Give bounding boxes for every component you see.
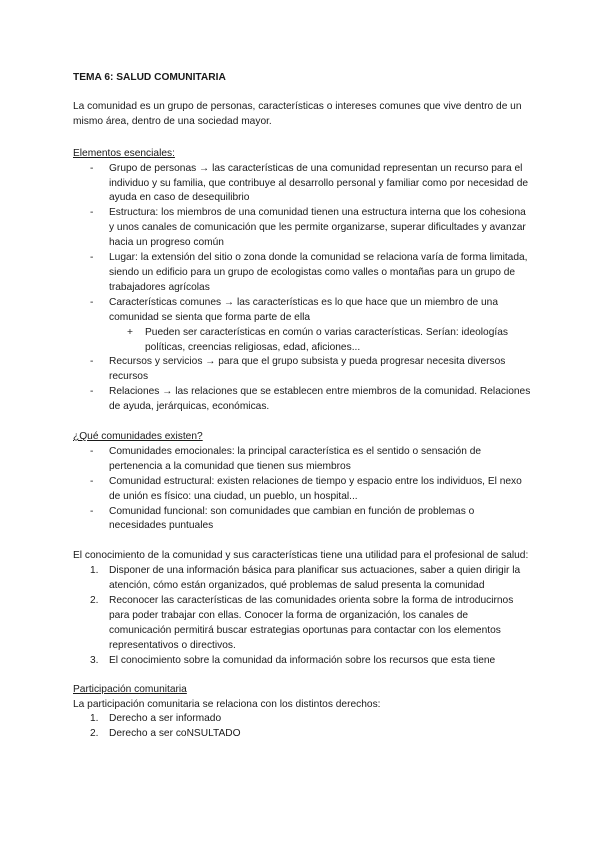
elementos-list: [73, 162, 533, 415]
intro-paragraph: La comunidad es un grupo de personas, características o intereses comunes que vive dentro de un mismo área, dentro de una sociedad mayor.: [73, 100, 522, 127]
item-text: Derecho a ser informado: [109, 713, 222, 725]
spacer: [73, 534, 533, 549]
sub-list-item: + Pueden ser características en común o varias características. Serían: ideologías políticas, creencias religiosas, edad, aficiones...: [109, 326, 533, 356]
list-item: - Recursos y servicios → para que el grupo subsista y pueda progresar necesita diversos recursos: [73, 355, 533, 385]
item-number: 2.: [90, 728, 99, 740]
sub-list: [109, 326, 533, 356]
list-item: - Comunidades emocionales: la principal característica es el sentido o sensación de pertenencia a la comunidad que tienen sus miembros: [73, 445, 533, 475]
conocimiento-intro: El conocimiento de la comunidad y sus características tiene una utilidad para el profesional de salud:: [73, 550, 529, 562]
section-heading-comunidades: ¿Qué comunidades existen?: [73, 431, 203, 443]
numbered-item: [73, 727, 533, 742]
numbered-item: [73, 564, 533, 594]
item-text: El conocimiento sobre la comunidad da información sobre los recursos que esta tiene: [109, 654, 496, 666]
list-item: - Estructura: los miembros de una comunidad tienen una estructura interna que los cohesiona y unos canales de comunicación que les permite organizarse, superar dificultades y avanzar hacia un progreso común: [73, 206, 533, 251]
document-page: [73, 71, 533, 742]
item-text: Reconocer las características de las comunidades orienta sobre la forma de introducirnos para poder trabajar con ellas. Conocer la forma de organización, los canales de comunicación permitirá buscar estrategias oportunas para contactar con los elementos representativos o directivos.: [109, 595, 514, 651]
comunidades-list: [73, 445, 533, 534]
list-item: - Comunidad estructural: existen relaciones de tiempo y espacio entre los individuos, El nexo de unión es físico: una ciudad, un pueblo, un hospital...: [73, 475, 533, 505]
list-item: - Lugar: la extensión del sitio o zona donde la comunidad se relaciona varía de forma limitada, siendo un edificio para un grupo de ecologistas como valles o montañas para un grupo de trabajadores agrícolas: [73, 251, 533, 296]
list-item: - Relaciones → las relaciones que se establecen entre miembros de la comunidad. Relaciones de ayuda, jerárquicas, económicas.: [73, 385, 533, 415]
section-heading-elementos: Elementos esenciales:: [73, 147, 175, 159]
page-title: TEMA 6: SALUD COMUNITARIA: [73, 72, 226, 83]
conocimiento-list: [73, 564, 533, 668]
item-number: 1.: [90, 565, 99, 577]
numbered-item: [73, 712, 533, 727]
participacion-intro: La participación comunitaria se relaciona con los distintos derechos:: [73, 698, 381, 710]
item-text: Disponer de una información básica para planificar sus actuaciones, saber a quien dirigir la atención, cómo están organizados, qué problemas de salud presenta la comunidad: [109, 565, 521, 592]
numbered-item: [73, 594, 533, 654]
numbered-item: [73, 654, 533, 669]
item-number: 1.: [90, 713, 99, 725]
list-item-text: Características comunes → las características es lo que hace que un miembro de una comunidad se sienta que forma parte de ella: [109, 296, 499, 323]
list-item: [73, 296, 533, 356]
item-number: 2.: [90, 595, 99, 607]
spacer: [73, 415, 533, 430]
spacer: [73, 669, 533, 683]
list-item: - Comunidad funcional: son comunidades que cambian en función de problemas o necesidades puntuales: [73, 505, 533, 535]
item-text: Derecho a ser coNSULTADO: [109, 728, 241, 740]
section-heading-participacion: Participación comunitaria: [73, 683, 187, 695]
list-item: - Grupo de personas → las características de una comunidad representan un recurso para el individuo y su familia, que contribuye al desarrollo personal y familiar como por necesidad de ayuda en caso de desequilibrio: [73, 162, 533, 207]
item-number: 3.: [90, 654, 99, 666]
participacion-list: [73, 712, 533, 742]
